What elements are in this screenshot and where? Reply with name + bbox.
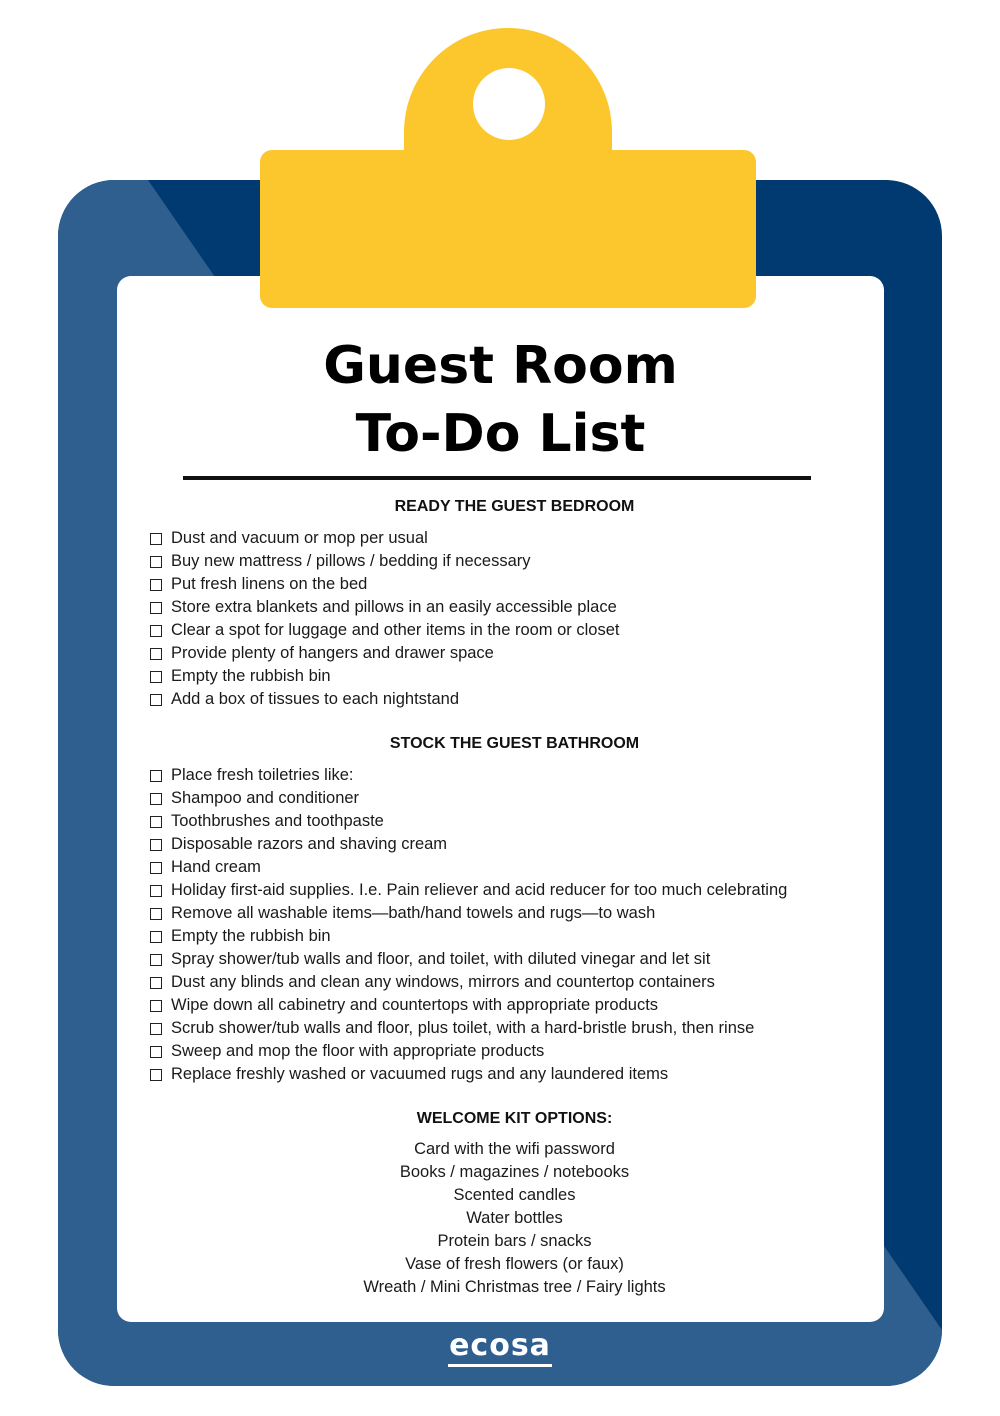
checkbox-icon[interactable] [150, 816, 162, 828]
list-item: Scented candles [453, 1186, 576, 1204]
item-text: Scrub shower/tub walls and floor, plus toilet, with a hard-bristle brush, then rinse [171, 1019, 755, 1037]
checklist-item[interactable] [150, 787, 787, 810]
checkbox-icon[interactable] [150, 579, 162, 591]
checklist-item[interactable] [150, 948, 787, 971]
item-text: Add a box of tissues to each nightstand [171, 690, 460, 708]
checkbox-icon[interactable] [150, 839, 162, 851]
checkbox-icon[interactable] [150, 556, 162, 568]
checklist-item[interactable] [150, 527, 620, 550]
title-line-2: To-Do List [355, 404, 646, 464]
checklist-item[interactable] [150, 764, 787, 787]
checklist-item[interactable] [150, 619, 620, 642]
item-text: Spray shower/tub walls and floor, and toilet, with diluted vinegar and let sit [171, 950, 711, 968]
list-item: Wreath / Mini Christmas tree / Fairy lights [363, 1278, 666, 1296]
clip-hole [473, 68, 545, 140]
item-text: Disposable razors and shaving cream [171, 835, 448, 853]
checkbox-icon[interactable] [150, 1046, 162, 1058]
checkbox-icon[interactable] [150, 931, 162, 943]
page-title [117, 332, 884, 468]
item-text: Place fresh toiletries like: [171, 766, 354, 784]
checkbox-icon[interactable] [150, 885, 162, 897]
list-item: Water bottles [466, 1209, 563, 1227]
checklist-item[interactable] [150, 642, 620, 665]
checklist-item[interactable] [150, 596, 620, 619]
checklist-item[interactable] [150, 971, 787, 994]
item-text: Shampoo and conditioner [171, 789, 360, 807]
title-divider [183, 476, 811, 480]
checklist-item[interactable] [150, 833, 787, 856]
section-heading-welcome-kit: WELCOME KIT OPTIONS: [416, 1110, 613, 1127]
checklist-item[interactable] [150, 550, 620, 573]
item-text: Dust any blinds and clean any windows, mirrors and countertop containers [171, 973, 715, 991]
checklist-item[interactable] [150, 688, 620, 711]
brand-logo-underline [448, 1364, 552, 1367]
checkbox-icon[interactable] [150, 977, 162, 989]
checklist-item[interactable] [150, 902, 787, 925]
checkbox-icon[interactable] [150, 1023, 162, 1035]
section-heading-bedroom: READY THE GUEST BEDROOM [394, 498, 635, 515]
checklist-item[interactable] [150, 665, 620, 688]
item-text: Wipe down all cabinetry and countertops with appropriate products [171, 996, 659, 1014]
checklist-item[interactable] [150, 1017, 787, 1040]
checkbox-icon[interactable] [150, 533, 162, 545]
title-line-1: Guest Room [323, 336, 678, 396]
item-text: Buy new mattress / pillows / bedding if necessary [171, 552, 531, 570]
item-text: Dust and vacuum or mop per usual [171, 529, 428, 547]
item-text: Empty the rubbish bin [171, 667, 331, 685]
checklist-item[interactable] [150, 925, 787, 948]
item-text: Toothbrushes and toothpaste [171, 812, 384, 830]
checklist-item[interactable] [150, 810, 787, 833]
checkbox-icon[interactable] [150, 908, 162, 920]
checklist-item[interactable] [150, 879, 787, 902]
checkbox-icon[interactable] [150, 694, 162, 706]
checkbox-icon[interactable] [150, 671, 162, 683]
list-item: Card with the wifi password [414, 1140, 615, 1158]
welcome-kit-list [117, 1138, 912, 1299]
brand-logo: ecosa [449, 1328, 551, 1363]
clip-base [260, 150, 756, 308]
item-text: Provide plenty of hangers and drawer space [171, 644, 494, 662]
checklist-item[interactable] [150, 856, 787, 879]
item-text: Remove all washable items—bath/hand towels and rugs—to wash [171, 904, 656, 922]
item-text: Hand cream [171, 858, 261, 876]
checklist-item[interactable] [150, 573, 620, 596]
item-text: Put fresh linens on the bed [171, 575, 368, 593]
checkbox-icon[interactable] [150, 1069, 162, 1081]
checkbox-icon[interactable] [150, 862, 162, 874]
checkbox-icon[interactable] [150, 648, 162, 660]
section-heading-bathroom: STOCK THE GUEST BATHROOM [389, 735, 640, 752]
checkbox-icon[interactable] [150, 602, 162, 614]
list-item: Books / magazines / notebooks [399, 1163, 630, 1181]
list-item: Protein bars / snacks [437, 1232, 592, 1250]
checkbox-icon[interactable] [150, 625, 162, 637]
bedroom-checklist [150, 527, 620, 711]
checkbox-icon[interactable] [150, 770, 162, 782]
checklist-item[interactable] [150, 994, 787, 1017]
item-text: Empty the rubbish bin [171, 927, 331, 945]
item-text: Sweep and mop the floor with appropriate products [171, 1042, 545, 1060]
item-text: Store extra blankets and pillows in an easily accessible place [171, 598, 617, 616]
checkbox-icon[interactable] [150, 793, 162, 805]
checkbox-icon[interactable] [150, 954, 162, 966]
checklist-item[interactable] [150, 1040, 787, 1063]
item-text: Holiday first-aid supplies. I.e. Pain reliever and acid reducer for too much celebrating [171, 881, 788, 899]
bathroom-checklist [150, 764, 787, 1086]
checklist-item[interactable] [150, 1063, 787, 1086]
list-item: Vase of fresh flowers (or faux) [405, 1255, 624, 1273]
item-text: Clear a spot for luggage and other items in the room or closet [171, 621, 620, 639]
checkbox-icon[interactable] [150, 1000, 162, 1012]
item-text: Replace freshly washed or vacuumed rugs and any laundered items [171, 1065, 669, 1083]
